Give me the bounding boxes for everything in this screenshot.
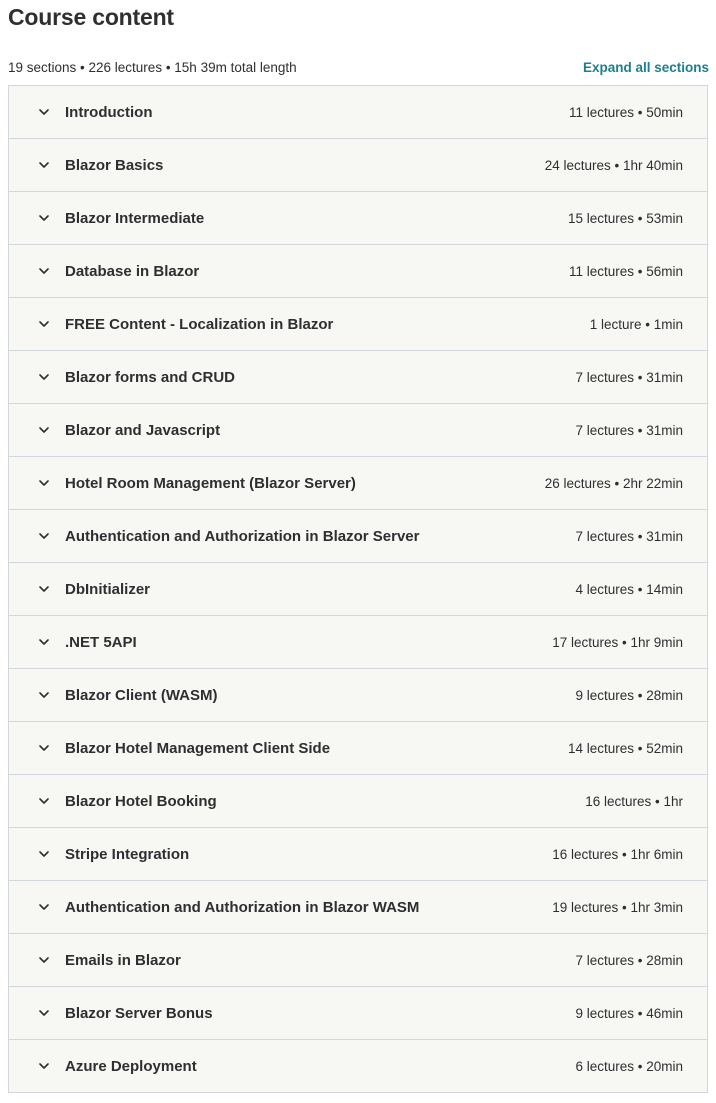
section-title: Authentication and Authorization in Blazor Server bbox=[65, 527, 420, 545]
expand-all-sections-button[interactable]: Expand all sections bbox=[582, 59, 709, 75]
section-title: Stripe Integration bbox=[65, 845, 190, 863]
chevron-down-icon bbox=[37, 317, 51, 331]
chevron-down-icon bbox=[37, 688, 51, 702]
section-title: Database in Blazor bbox=[65, 262, 200, 280]
chevron-down-icon bbox=[37, 847, 51, 861]
section-title: Blazor and Javascript bbox=[65, 421, 221, 439]
section-row[interactable] bbox=[9, 881, 707, 934]
section-lecture-count: 19 lectures • 1hr 3min bbox=[552, 899, 683, 915]
section-lecture-count: 1 lecture • 1min bbox=[589, 316, 683, 332]
section-row[interactable] bbox=[9, 510, 707, 563]
section-title: Azure Deployment bbox=[65, 1057, 197, 1075]
section-row[interactable] bbox=[9, 404, 707, 457]
section-row[interactable] bbox=[9, 245, 707, 298]
section-title: Blazor Hotel Management Client Side bbox=[65, 739, 331, 757]
course-summary: 19 sections • 226 lectures • 15h 39m total length bbox=[8, 59, 297, 75]
chevron-down-icon bbox=[37, 158, 51, 172]
chevron-down-icon bbox=[37, 423, 51, 437]
section-row[interactable] bbox=[9, 775, 707, 828]
section-lecture-count: 15 lectures • 53min bbox=[567, 210, 683, 226]
chevron-down-icon bbox=[37, 1006, 51, 1020]
section-lecture-count: 16 lectures • 1hr bbox=[585, 793, 683, 809]
section-title: Blazor forms and CRUD bbox=[65, 368, 236, 386]
chevron-down-icon bbox=[37, 1059, 51, 1073]
section-title: Emails in Blazor bbox=[65, 951, 181, 969]
chevron-down-icon bbox=[37, 105, 51, 119]
section-row[interactable] bbox=[9, 616, 707, 669]
section-lecture-count: 7 lectures • 31min bbox=[575, 528, 683, 544]
chevron-down-icon bbox=[37, 211, 51, 225]
section-lecture-count: 7 lectures • 31min bbox=[575, 422, 683, 438]
section-lecture-count: 11 lectures • 56min bbox=[568, 263, 683, 279]
section-row[interactable] bbox=[9, 457, 707, 510]
section-title: Introduction bbox=[65, 103, 153, 121]
section-row[interactable] bbox=[9, 192, 707, 245]
chevron-down-icon bbox=[37, 476, 51, 490]
section-row[interactable] bbox=[9, 1040, 707, 1092]
chevron-down-icon bbox=[37, 264, 51, 278]
chevron-down-icon bbox=[37, 900, 51, 914]
section-row[interactable] bbox=[9, 563, 707, 616]
section-row[interactable] bbox=[9, 86, 707, 139]
chevron-down-icon bbox=[37, 953, 51, 967]
section-row[interactable] bbox=[9, 298, 707, 351]
section-row[interactable] bbox=[9, 987, 707, 1040]
chevron-down-icon bbox=[37, 741, 51, 755]
section-lecture-count: 6 lectures • 20min bbox=[575, 1058, 683, 1074]
page-title: Course content bbox=[8, 4, 174, 30]
section-lecture-count: 17 lectures • 1hr 9min bbox=[552, 634, 683, 650]
section-lecture-count: 26 lectures • 2hr 22min bbox=[544, 475, 683, 491]
chevron-down-icon bbox=[37, 370, 51, 384]
chevron-down-icon bbox=[37, 582, 51, 596]
section-lecture-count: 24 lectures • 1hr 40min bbox=[544, 157, 683, 173]
section-row[interactable] bbox=[9, 828, 707, 881]
section-title: Blazor Hotel Booking bbox=[65, 792, 217, 810]
section-lecture-count: 9 lectures • 28min bbox=[575, 687, 683, 703]
section-row[interactable] bbox=[9, 722, 707, 775]
section-title: Blazor Server Bonus bbox=[65, 1004, 213, 1022]
section-title: Blazor Client (WASM) bbox=[65, 686, 218, 704]
section-row[interactable] bbox=[9, 351, 707, 404]
section-lecture-count: 11 lectures • 50min bbox=[568, 104, 683, 120]
section-title: .NET 5API bbox=[65, 633, 137, 651]
section-list bbox=[8, 85, 708, 1093]
section-title: Authentication and Authorization in Blazor WASM bbox=[65, 898, 420, 916]
section-lecture-count: 7 lectures • 31min bbox=[575, 369, 683, 385]
chevron-down-icon bbox=[37, 794, 51, 808]
section-lecture-count: 9 lectures • 46min bbox=[575, 1005, 683, 1021]
section-row[interactable] bbox=[9, 669, 707, 722]
section-lecture-count: 16 lectures • 1hr 6min bbox=[552, 846, 683, 862]
section-title: Blazor Basics bbox=[65, 156, 164, 174]
section-title: Hotel Room Management (Blazor Server) bbox=[65, 474, 356, 492]
section-title: DbInitializer bbox=[65, 580, 151, 598]
section-lecture-count: 4 lectures • 14min bbox=[575, 581, 683, 597]
section-title: FREE Content - Localization in Blazor bbox=[65, 315, 334, 333]
section-title: Blazor Intermediate bbox=[65, 209, 205, 227]
section-lecture-count: 14 lectures • 52min bbox=[567, 740, 683, 756]
section-row[interactable] bbox=[9, 139, 707, 192]
section-lecture-count: 7 lectures • 28min bbox=[575, 952, 683, 968]
chevron-down-icon bbox=[37, 529, 51, 543]
chevron-down-icon bbox=[37, 635, 51, 649]
course-summary-bar bbox=[8, 57, 708, 77]
section-row[interactable] bbox=[9, 934, 707, 987]
